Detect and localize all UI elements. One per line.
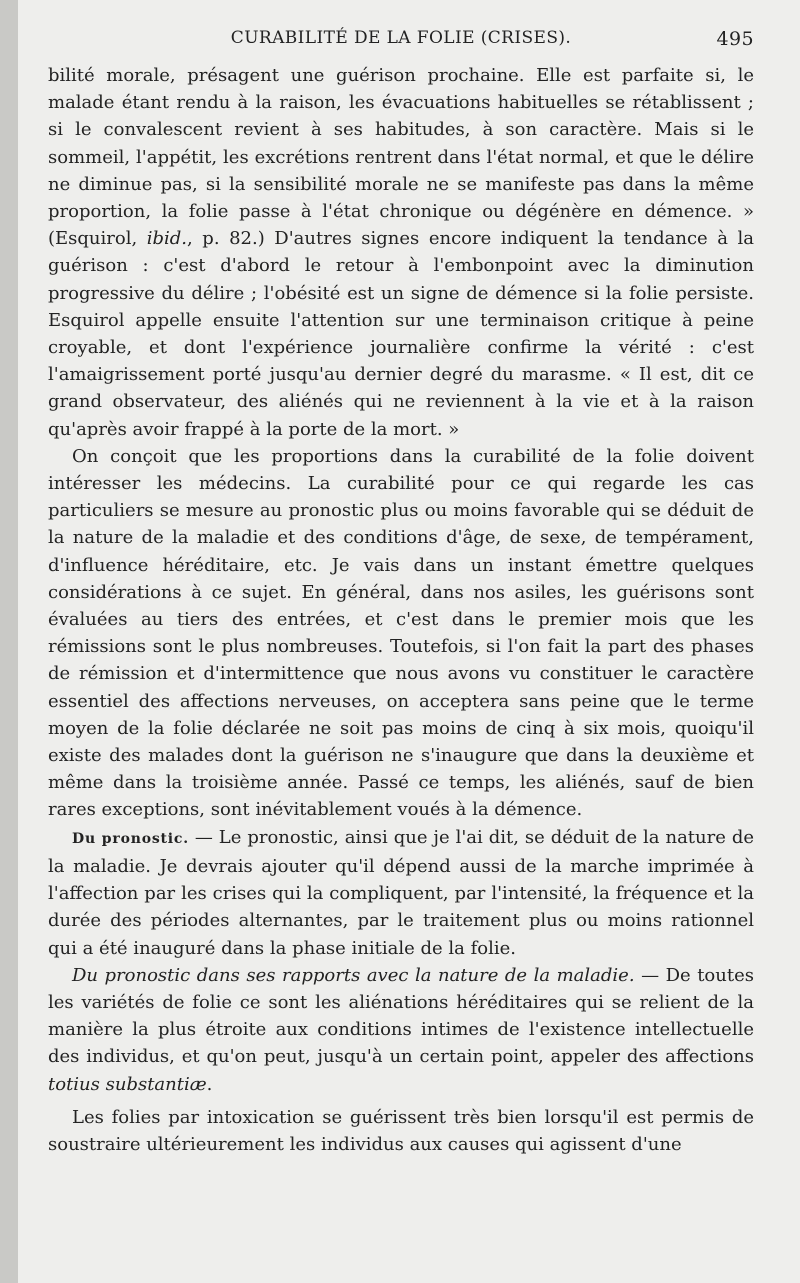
page-header bbox=[48, 28, 754, 60]
section-heading-pronostic: Du pronostic. bbox=[72, 830, 189, 847]
paragraph-continuation: bilité morale, présagent une guérison prochaine. Elle est parfaite si, le malade étant rendu à la raison, les évacuations habituelles se rétablissent ; si le convalescent revient à ses habitudes, à son caractère. Mais si le sommeil, l'appétit, les excrétions rentrent dans l'état normal, et que le délire ne diminue pas, si la sensibilité morale ne se manifeste pas dans la même proportion, la folie passe à l'état chronique ou dégénère en démence. » (Esquirol, ibid., p. 82.) D'autres signes encore indiquent la tendance à la guérison : c'est d'abord le retour à l'embonpoint avec la diminution progressive du délire ; l'obésité est un signe de démence si la folie persiste. Esquirol appelle ensuite l'attention sur une terminaison critique à peine croyable, et dont l'expérience journalière confirme la vérité : c'est l'amaigrissement porté jusqu'au dernier degré du marasme. « Il est, dit ce grand observateur, des aliénés qui ne reviennent à la vie et à la raison qu'après avoir frappé à la porte de la mort. » bbox=[48, 65, 754, 440]
paragraph-pronostic-nature: Du pronostic dans ses rapports avec la nature de la maladie. — De toutes les variétés de folie ce sont les aliénations héréditaires qui se relient de la manière la plus étroite aux conditions intimes de l'existence intellectuelle des individus, et qu'on peut, jusqu'à un certain point, appeler des affections totius substantiæ. bbox=[48, 964, 754, 1095]
running-title: CURABILITÉ DE LA FOLIE (CRISES). bbox=[230, 28, 572, 48]
paragraph-curability: On conçoit que les proportions dans la curabilité de la folie doivent intéresser les médecins. La curabilité pour ce qui regarde les cas particuliers se mesure au pronostic plus ou moins favorable qui se déduit de la nature de la maladie et des conditions d'âge, de sexe, de tempérament, d'influence héréditaire, etc. Je vais dans un instant émettre quelques considérations à ce sujet. En général, dans nos asiles, les guérisons sont évaluées au tiers des entrées, et c'est dans le premier mois que les rémissions sont le plus nombreuses. Toutefois, si l'on fait la part des phases de rémission et d'intermittence que nous avons vu constituer le caractère essentiel des affections nerveuses, on acceptera sans peine que le terme moyen de la folie déclarée ne soit pas moins de cinq à six mois, quoiqu'il existe des malades dont la guérison ne s'inaugure que dans la deuxième et même dans la troisième année. Passé ce temps, les aliénés, sauf de bien rares exceptions, sont inévitablement voués à la démence. bbox=[48, 445, 754, 821]
subsection-heading-nature: Du pronostic dans ses rapports avec la nature de la maladie. bbox=[72, 964, 635, 986]
body-text bbox=[48, 62, 754, 1158]
page-number: 495 bbox=[716, 28, 754, 50]
citation-ibid: ibid. bbox=[146, 228, 188, 250]
paragraph-pronostic: Du pronostic. — Le pronostic, ainsi que je l'ai dit, se déduit de la nature de la maladie. Je devrais ajouter qu'il dépend aussi de la marche imprimée à l'affection par les crises qui la compliquent, par l'intensité, la fréquence et la durée des périodes alternantes, par le traitement plus ou moins rationnel qui a été inauguré dans la phase initiale de la folie. bbox=[48, 826, 754, 959]
paragraph-intoxication: Les folies par intoxication se guérissent très bien lorsqu'il est permis de soustraire ultérieurement les individus aux causes qui agissent d'une bbox=[48, 1106, 754, 1155]
latin-phrase: totius substantiæ bbox=[48, 1073, 207, 1095]
